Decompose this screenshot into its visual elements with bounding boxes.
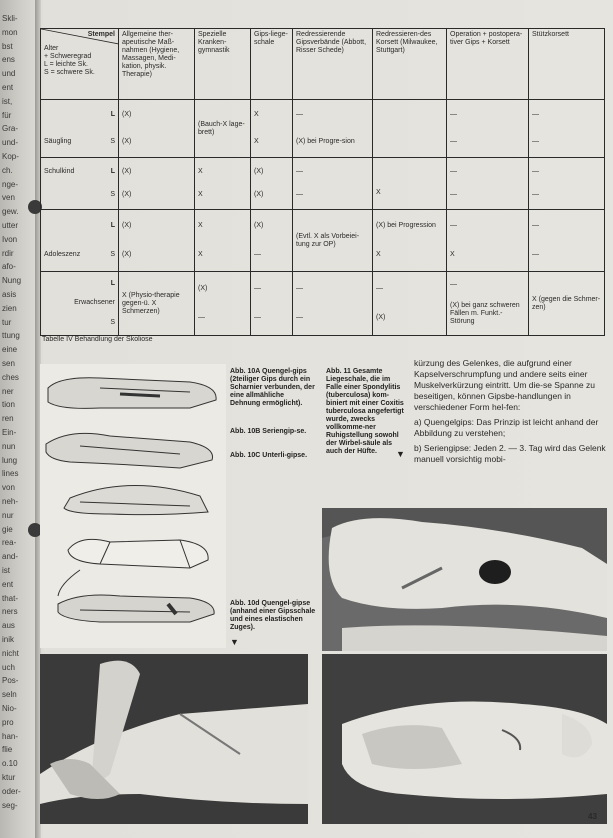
left-fragment-text: and- xyxy=(2,552,19,562)
left-fragment-text: seg- xyxy=(2,800,18,810)
cell-value: (X) xyxy=(254,167,264,175)
cell-value: — xyxy=(254,314,261,322)
table-cell xyxy=(251,210,293,272)
left-fragment-text: pro xyxy=(2,717,14,727)
left-fragment-text: ist, xyxy=(2,96,13,106)
header-col4: Redressierende Gipsverbände (Abbott, Risser Schede) xyxy=(293,29,373,100)
left-fragment-text: rdir xyxy=(2,248,14,258)
table-cell xyxy=(447,100,529,158)
cell-value: X xyxy=(198,222,203,230)
cell-value: — xyxy=(450,280,457,288)
cell-value: (X) xyxy=(122,137,132,145)
left-fragment-text: nicht xyxy=(2,648,19,658)
table-cell xyxy=(373,272,447,336)
cell-value: — xyxy=(296,191,303,199)
left-fragment-text: lines xyxy=(2,469,19,479)
cell-value: — xyxy=(532,222,539,230)
table-cell xyxy=(119,272,195,336)
table-cell xyxy=(293,100,373,158)
table-cell xyxy=(373,100,447,158)
left-fragment-text: mon xyxy=(2,27,18,37)
left-fragment-text: Kop- xyxy=(2,152,19,161)
left-fragment-text: that- xyxy=(2,593,19,603)
left-fragment-text: ens xyxy=(2,55,15,65)
left-fragment-text: Skli- xyxy=(2,14,18,23)
cell-value: X xyxy=(198,250,203,258)
header-diagonal-cell xyxy=(41,29,119,100)
cell-value: — xyxy=(532,137,539,145)
header-col7: Stützkorsett xyxy=(529,29,605,100)
left-fragment-text: tion xyxy=(2,400,15,410)
left-fragment-text: gie xyxy=(2,524,13,534)
left-fragment-text: Pos- xyxy=(2,676,19,686)
table-cell xyxy=(119,210,195,272)
age-cell xyxy=(41,272,119,336)
left-fragment-text: nge- xyxy=(2,179,19,189)
left-fragment-text: von xyxy=(2,483,15,493)
table-cell xyxy=(529,210,605,272)
left-fragment-text: utter xyxy=(2,221,19,230)
table-row xyxy=(41,158,605,210)
cell-value: X (gegen die Schmer-zen) xyxy=(532,295,601,311)
cell-value: — xyxy=(296,284,303,292)
cell-value: X xyxy=(198,167,203,175)
header-col5: Redressieren-des Korsett (Milwaukee, Stuttgart) xyxy=(373,29,447,100)
left-fragment-text: ven xyxy=(2,193,15,203)
left-fragment-text: han- xyxy=(2,731,19,741)
age-cell xyxy=(41,210,119,272)
left-fragment-text: sen xyxy=(2,359,15,368)
left-fragment-text: eine xyxy=(2,345,18,355)
photo-body-cast xyxy=(322,508,607,651)
cell-value: X xyxy=(254,111,259,119)
cell-value: — xyxy=(532,167,539,175)
left-fragment-text: gew. xyxy=(2,207,19,217)
table-header-row xyxy=(41,29,605,100)
cell-value: (Bauch-X lage-brett) xyxy=(198,120,245,136)
table-cell xyxy=(293,210,373,272)
left-fragment-text: Ein- xyxy=(2,428,17,437)
body-paragraph: kürzung des Gelenkes, die aufgrund einer Kapselverschrumpfung und andere seits einer Muskelverkürzung eintritt. Um die-se Spanne zu beseitigen, können Gipsbe-handlungen in verschiedener Form hel-fen: xyxy=(414,358,595,412)
header-leicht: L = leichte Sk. xyxy=(44,61,88,68)
leg-cast-illustrations xyxy=(40,364,226,648)
severity-s: S xyxy=(110,319,115,327)
table-cell xyxy=(251,272,293,336)
age-label: Adoleszenz xyxy=(44,250,81,258)
left-fragment-text: Nio- xyxy=(2,704,17,713)
cell-value: — xyxy=(296,167,303,175)
header-alter: Alter xyxy=(44,45,59,52)
cell-value: — xyxy=(532,191,539,199)
cell-value: X xyxy=(450,250,455,258)
severity-s: S xyxy=(110,250,115,258)
table-cell xyxy=(447,272,529,336)
left-fragment-text: seln xyxy=(2,690,17,700)
cell-value: (Evtl. X als Vorbeiei-tung zur OP) xyxy=(296,232,360,248)
cell-value: (X) xyxy=(122,191,132,199)
left-fragment-text: asis xyxy=(2,290,17,299)
header-stempel: Stempel xyxy=(87,31,115,38)
left-fragment-text: Gra- xyxy=(2,124,18,134)
caption-abb10c: Abb. 10C Unterli-gipse. xyxy=(230,452,308,459)
cell-value: X (Physio-therapie gegen-ü. X Schmerzen) xyxy=(122,291,180,315)
table-caption: Tabelle IV Behandlung der Skoliose xyxy=(42,336,153,343)
table-cell xyxy=(195,210,251,272)
header-col6: Operation + postopera-tiver Gips + Korsett xyxy=(447,29,529,100)
severity-l: L xyxy=(110,111,115,119)
cell-value: (X) xyxy=(122,250,132,258)
left-fragment-text: rea- xyxy=(2,538,17,548)
table-cell xyxy=(119,100,195,158)
cell-value: (X) xyxy=(122,111,132,119)
age-label: Säugling xyxy=(44,137,72,145)
table-cell xyxy=(529,158,605,210)
cell-value: — xyxy=(254,250,261,258)
body-list-item-a: a) Quengelgips: Das Prinzip ist leicht anhand der Abbildung zu verstehen; xyxy=(414,417,599,438)
severity-l: L xyxy=(110,167,115,175)
age-cell xyxy=(41,100,119,158)
table-cell xyxy=(447,158,529,210)
cell-value: (X) xyxy=(122,222,132,230)
left-fragment-text: ent xyxy=(2,83,14,92)
cell-value: — xyxy=(198,314,205,322)
header-schweregrad: + Schweregrad xyxy=(44,53,92,60)
severity-l: L xyxy=(110,279,115,287)
header-col1: Allgemeine ther-apeutische Maß-nahmen (Hygiene, Massagen, Medi-kation, physik. Therapie) xyxy=(119,29,195,100)
severity-l: L xyxy=(110,222,115,230)
table-row xyxy=(41,100,605,158)
table-cell xyxy=(529,100,605,158)
left-fragment-text: flie xyxy=(2,745,13,755)
left-fragment-text: Nung xyxy=(2,276,22,286)
left-fragment-text: uch xyxy=(2,662,15,672)
cell-value: — xyxy=(532,250,539,258)
left-fragment-text: Ivon xyxy=(2,234,18,244)
left-fragment-text: und- xyxy=(2,138,19,148)
table-cell xyxy=(373,158,447,210)
left-fragment-text: afo- xyxy=(2,262,16,272)
cell-value: (X) xyxy=(376,314,386,322)
cell-value: (X) bei ganz schweren Fällen m. Funkt.-Störung xyxy=(450,302,520,326)
left-fragment-text: tur xyxy=(2,317,12,327)
left-fragment-text: inik xyxy=(2,635,15,644)
left-fragment-text: ent xyxy=(2,579,14,589)
cell-value: — xyxy=(450,111,457,119)
cell-value: (X) xyxy=(254,191,264,199)
left-fragment-text: bst xyxy=(2,41,13,51)
cell-value: — xyxy=(532,111,539,119)
table-cell xyxy=(529,272,605,336)
page-number: 43 xyxy=(588,812,597,821)
table-row xyxy=(41,272,605,336)
table-cell xyxy=(373,210,447,272)
table-cell xyxy=(293,272,373,336)
left-fragment-text: ktur xyxy=(2,773,16,782)
caption-abb10d: Abb. 10d Quengel-gipse (anhand einer Gipsschale und eines elastischen Zuges). xyxy=(230,600,316,631)
left-fragment-text: und xyxy=(2,69,16,79)
cell-value: X xyxy=(376,250,381,258)
body-list-item-b: b) Seriengipse: Jeden 2. — 3. Tag wird das Gelenk manuell vorsichtig mobi- xyxy=(414,443,606,464)
left-fragment-text: aus xyxy=(2,621,15,631)
table-cell xyxy=(195,158,251,210)
age-cell xyxy=(41,158,119,210)
left-fragment-text: nun xyxy=(2,441,16,451)
left-fragment-text: oder- xyxy=(2,786,21,796)
cell-value: X xyxy=(376,189,381,197)
photo-quengel-cast xyxy=(40,654,308,824)
age-label: Erwachsener xyxy=(74,299,115,307)
severity-s: S xyxy=(110,137,115,145)
header-col2: Spezielle Kranken-gymnastik xyxy=(195,29,251,100)
cell-value: X xyxy=(254,137,259,145)
left-fragment-text: zien xyxy=(2,303,17,313)
body-text-column xyxy=(414,358,606,465)
caption-abb11: Abb. 11 Gesamte Liegeschale, die im Falle einer Spondylitis (tuberculosa) kom-biniert mit einer Coxitis tuberculosa angefertigt wurde, zwecks vollkomme-ner Ruhigstellung sowohl der Wirbel-säule als auch der Hüfte. xyxy=(326,368,404,455)
cell-value: (X) bei Progression xyxy=(376,222,436,230)
left-fragment-text: für xyxy=(2,110,12,120)
left-fragment-text: ren xyxy=(2,414,14,424)
table-cell xyxy=(195,272,251,336)
cell-value: — xyxy=(296,314,303,322)
cell-value: — xyxy=(450,222,457,230)
severity-s: S xyxy=(110,191,115,199)
left-fragment-text: ch. xyxy=(2,165,13,175)
table-cell xyxy=(293,158,373,210)
table-row xyxy=(41,210,605,272)
header-schwer: S = schwere Sk. xyxy=(44,69,95,76)
left-fragment-text: ttung xyxy=(2,331,20,341)
left-column-fragments xyxy=(0,0,36,838)
left-fragment-text: neh- xyxy=(2,497,19,506)
cell-value: — xyxy=(296,111,303,119)
cell-value: (X) xyxy=(198,284,208,292)
left-fragment-text: ist xyxy=(2,566,10,575)
table-cell xyxy=(195,100,251,158)
table-cell xyxy=(251,100,293,158)
left-fragment-text: nur xyxy=(2,510,14,520)
caption-abb10a: Abb. 10A Quengel-gips (2teiliger Gips durch ein Scharnier verbunden, der eine allmähliche Dehnung ermöglicht). xyxy=(230,368,315,407)
treatment-table xyxy=(40,28,605,336)
cell-value: (X) bei Progre-sion xyxy=(296,137,355,145)
table-cell xyxy=(447,210,529,272)
cell-value: — xyxy=(254,284,261,292)
cell-value: (X) xyxy=(122,167,132,175)
arrow-down-icon: ▼ xyxy=(230,637,239,647)
arrow-down-icon: ▼ xyxy=(396,449,405,459)
cell-value: — xyxy=(376,284,383,292)
left-fragment-text: ner xyxy=(2,386,14,396)
cell-value: X xyxy=(198,191,203,199)
caption-abb10b: Abb. 10B Seriengip-se. xyxy=(230,428,307,435)
cell-value: — xyxy=(450,167,457,175)
table-cell xyxy=(251,158,293,210)
header-col3: Gips-liege-schale xyxy=(251,29,293,100)
left-fragment-text: ners xyxy=(2,607,18,617)
photo-patient-in-shell xyxy=(322,654,607,824)
left-fragment-text: lung xyxy=(2,455,18,465)
left-fragment-text: o.10 xyxy=(2,759,18,769)
leg-cast-drawing xyxy=(40,364,226,648)
left-fragment-text: ches xyxy=(2,372,19,382)
table-cell xyxy=(119,158,195,210)
age-label: Schulkind xyxy=(44,167,75,175)
cell-value: — xyxy=(450,137,457,145)
cell-value: — xyxy=(450,191,457,199)
cell-value: (X) xyxy=(254,222,264,230)
